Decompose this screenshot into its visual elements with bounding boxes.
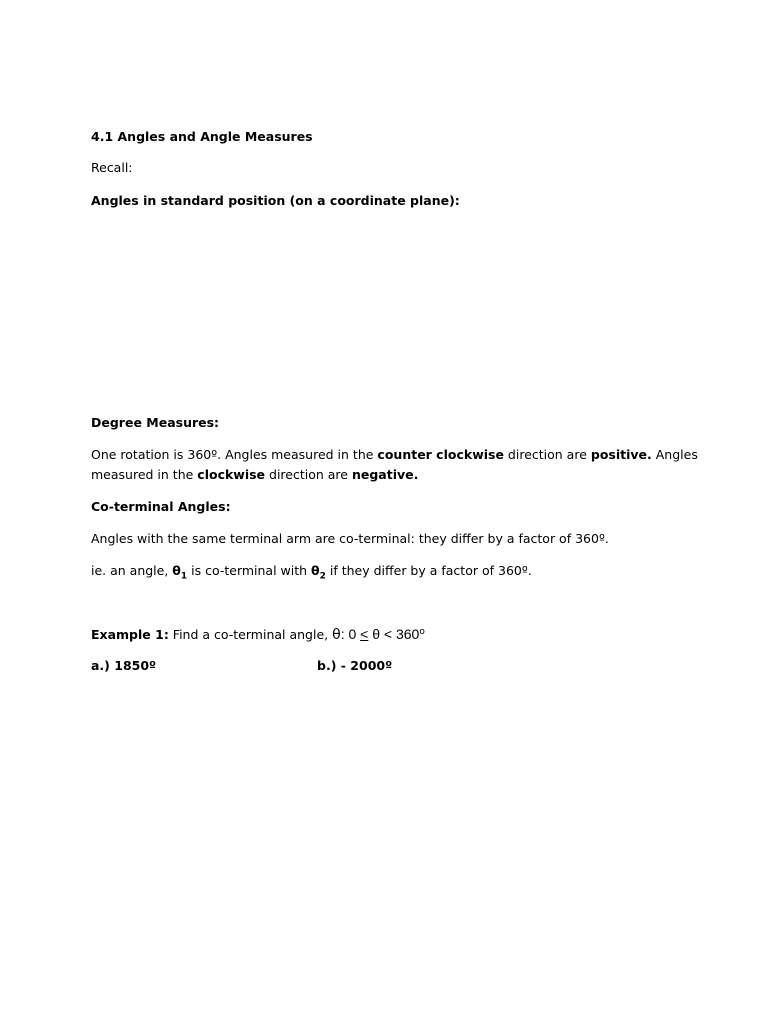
degree-superscript: o xyxy=(419,626,425,637)
subscript-1: 1 xyxy=(180,571,188,582)
text-run: measured in the xyxy=(91,467,198,482)
text-run: Find a co-terminal angle, xyxy=(168,627,333,642)
text-run: is co-terminal with xyxy=(187,563,312,578)
text-run: if they differ by a factor of 360º. xyxy=(325,563,532,578)
text-run: One rotation is 360º. Angles measured in the xyxy=(91,447,378,462)
text-run: direction are xyxy=(265,467,352,482)
degree-measures-heading: Degree Measures: xyxy=(91,415,220,430)
text-run: Angles xyxy=(651,447,698,462)
less-equal-symbol: < xyxy=(360,626,369,642)
example-part-b: b.) - 2000º xyxy=(317,658,393,673)
standard-position-heading: Angles in standard position (on a coordinate plane): xyxy=(91,193,460,208)
example-1-line xyxy=(91,624,425,645)
emphasis-negative: negative. xyxy=(351,467,419,482)
coterminal-example-line xyxy=(91,561,532,581)
emphasis-positive: positive. xyxy=(590,447,652,462)
emphasis-clockwise: clockwise xyxy=(197,467,266,482)
degree-paragraph-line-2 xyxy=(91,465,418,485)
text-run: direction are xyxy=(503,447,591,462)
theta-symbol: θ xyxy=(172,563,181,578)
math-run: : 0 xyxy=(340,626,361,642)
recall-label: Recall: xyxy=(91,160,133,175)
coterminal-definition: Angles with the same terminal arm are co-terminal: they differ by a factor of 360º. xyxy=(91,531,609,546)
example-label: Example 1: xyxy=(91,627,169,642)
degree-paragraph-line-1 xyxy=(91,445,698,465)
math-run: θ < 360 xyxy=(368,626,420,642)
text-run: ie. an angle, xyxy=(91,563,173,578)
subscript-2: 2 xyxy=(319,571,326,582)
coterminal-heading: Co-terminal Angles: xyxy=(91,499,231,514)
page-title: 4.1 Angles and Angle Measures xyxy=(91,129,313,144)
example-part-a: a.) 1850º xyxy=(91,658,157,673)
emphasis-counter-clockwise: counter clockwise xyxy=(377,447,504,462)
theta-symbol: θ xyxy=(311,563,320,578)
theta-symbol: θ xyxy=(332,627,341,643)
